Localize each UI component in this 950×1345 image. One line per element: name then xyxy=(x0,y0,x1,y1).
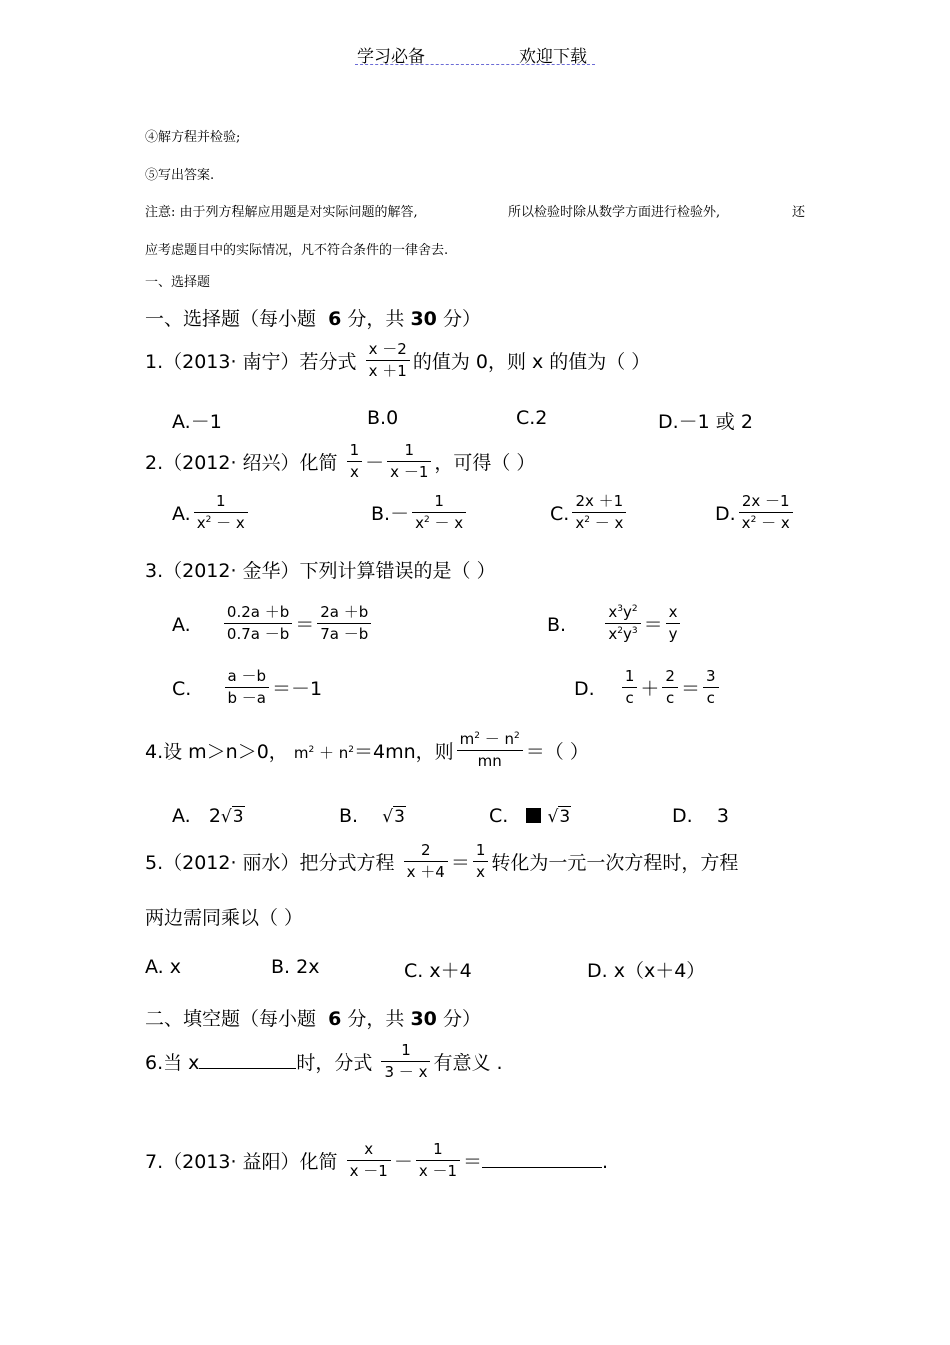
q4-option-b: B. √3 xyxy=(339,805,405,827)
sqrt-icon: √3 xyxy=(547,807,571,827)
q5-option-c: C. x＋4 xyxy=(404,960,472,982)
q2-option-d: D. $\frac{2x -1}{x^2 - x}$ xyxy=(715,495,796,534)
section-small-title: 一、选择题 xyxy=(145,275,211,290)
q2-option-b: B.－ $\frac{1}{x^2 - x}$ xyxy=(371,495,469,534)
question-3: 3.（2012· 金华）下列计算错误的是（ ） xyxy=(145,560,496,582)
note-text-a: 注意: 由于列方程解应用题是对实际问题的解答, xyxy=(145,205,418,220)
q4-option-c: C. √3 xyxy=(489,805,571,827)
q5-option-d: D. x（x＋4） xyxy=(587,960,706,982)
q3-option-b: B. $\frac{x^3y^2}{x^2y^3}$ ＝ $\frac{x}{y}$ xyxy=(547,606,683,645)
q1-fraction: $\frac{x -2}{x +1}$ xyxy=(366,341,410,380)
q1-option-b: B.0 xyxy=(367,407,399,429)
question-5-line2: 两边需同乘以（ ） xyxy=(145,907,304,929)
q1-option-c: C.2 xyxy=(516,407,548,429)
question-1: 1.（2013· 南宁）若分式 $\frac{x -2}{x +1}$ 的值为 0，则 x 的值为（ ） xyxy=(145,340,651,380)
header-underline xyxy=(355,64,595,65)
q3-option-d: D. $\frac{1}{c}$ ＋ $\frac{2}{c}$ ＝ $\frac{3}{c}$ xyxy=(574,670,722,709)
q4-option-a: A. 2√3 xyxy=(172,805,244,827)
section1-title: 一、选择题（每小题 6 分，共 30 分） xyxy=(145,308,481,330)
question-7: 7.（2013· 益阳）化简 $\frac{x}{x -1}$ － $\frac{1}{x -1}$ ＝ . xyxy=(145,1140,609,1180)
step5-text: ⑤写出答案. xyxy=(145,168,215,183)
q3-option-c: C. $\frac{a -b}{b -a}$ ＝－1 xyxy=(172,667,323,707)
answer-blank[interactable] xyxy=(482,1167,602,1168)
q2-option-a: A. $\frac{1}{x^2 - x}$ xyxy=(172,495,251,534)
q3-option-a: A. $\frac{0.2a +b}{0.7a -b}$ ＝ $\frac{2a +b}{7a -b}$ xyxy=(172,606,374,645)
question-4: 4.设 m＞n＞0， $m^2 + n^2=4mn$，则 $\frac{m^2 - n^2}{mn}$ ＝（ ） xyxy=(145,730,589,770)
q1-option-d: D.－1 或 2 xyxy=(658,411,753,433)
filled-square-icon xyxy=(526,808,541,823)
question-5: 5.（2012· 丽水）把分式方程 $\frac{2}{x +4}$ ＝ $\frac{1}{x}$ 转化为一元一次方程时，方程 xyxy=(145,841,739,881)
header-right: 欢迎下载 xyxy=(519,47,587,67)
sqrt-icon: √3 xyxy=(220,807,244,827)
note-text-b: 所以检验时除从数学方面进行检验外, xyxy=(508,205,721,220)
note-text-c: 还 xyxy=(792,205,806,220)
step4-text: ④解方程并检验; xyxy=(145,130,241,145)
note-text-d: 应考虑题目中的实际情况，凡不符合条件的一律舍去. xyxy=(145,243,449,258)
q1-option-a: A.－1 xyxy=(172,411,222,433)
answer-blank[interactable] xyxy=(199,1068,296,1069)
header-left: 学习必备 xyxy=(357,47,425,67)
q5-option-b: B. 2x xyxy=(271,956,320,978)
section2-title: 二、填空题（每小题 6 分，共 30 分） xyxy=(145,1008,481,1030)
sqrt-icon: √3 xyxy=(382,807,405,827)
q5-option-a: A. x xyxy=(145,956,181,978)
question-6: 6.当 x 时，分式 $\frac{1}{3 - x}$ 有意义 . xyxy=(145,1041,503,1081)
q4-option-d: D. 3 xyxy=(672,805,729,827)
q2-option-c: C. $\frac{2x +1}{x^2 - x}$ xyxy=(550,495,629,534)
question-2: 2.（2012· 绍兴）化简 $\frac{1}{x}$ － $\frac{1}{x -1}$ ，可得（ ） xyxy=(145,441,536,481)
